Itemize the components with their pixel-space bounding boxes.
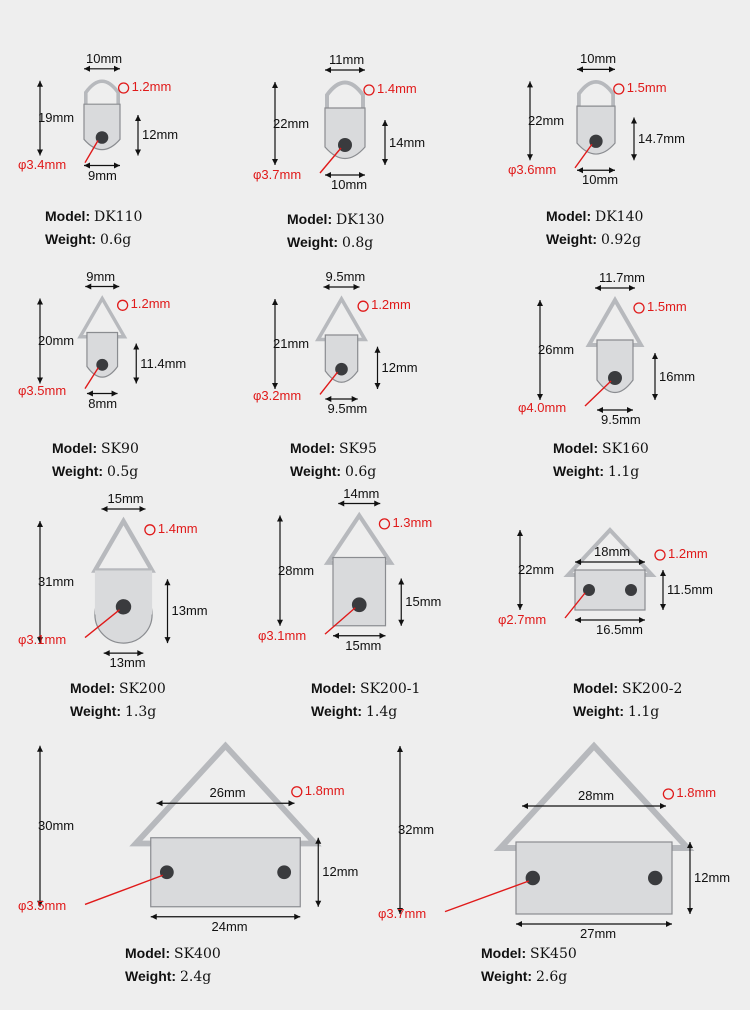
bottom-width-label: 8mm [88,395,118,411]
weight-label: Weight: [553,463,605,479]
hole-diameter-label: φ3.6mm [508,161,557,177]
height-label: 21mm [273,336,310,351]
top-width-label: 10mm [86,50,123,66]
top-width-label: 26mm [209,785,246,801]
bottom-width-label: 15mm [345,637,382,653]
plate-height-label: 15mm [405,594,442,610]
plate-height-label: 12mm [381,359,418,375]
weight-value: 0.6g [99,232,132,248]
weight-value: 1.1g [607,464,640,480]
weight-label: Weight: [546,231,598,247]
bottom-width-label: 9.5mm [327,401,368,416]
plate-height-label: 11.5mm [667,582,713,597]
hole-diameter-label: φ3.1mm [258,628,307,644]
model-value: DK130 [336,212,385,228]
plate-height-label: 12mm [322,864,359,880]
height-label: 31mm [38,574,75,590]
wire-diameter-label: 1.4mm [157,520,198,536]
weight-label: Weight: [573,703,625,719]
hole-diameter-label: φ3.7mm [378,905,427,921]
plate-height-label: 16mm [659,368,696,384]
wire-diameter-label: 1.2mm [130,296,171,312]
weight-value: 2.6g [535,969,568,985]
wire-diameter-label: 1.2mm [371,297,411,313]
hole [526,871,540,885]
height-label: 22mm [528,112,565,128]
plate-height-label: 12mm [142,127,179,143]
weight-label: Weight: [481,968,533,984]
top-width-label: 18mm [594,544,631,559]
bottom-width-label: 9mm [88,167,117,183]
model-value: SK400 [174,946,221,962]
plate-height-arrow [687,842,693,914]
hole-diameter-label: φ4.0mm [518,400,567,415]
model-label: Model: [481,945,527,961]
wire-diameter-label: 1.4mm [377,81,417,96]
hole-diameter-label: φ3.7mm [253,167,302,182]
weight-value: 0.5g [106,464,139,480]
weight-label: Weight: [70,703,122,719]
model-label: Model: [546,208,592,224]
weight-value: 0.6g [344,464,377,480]
wire-diameter-label: 1.5mm [626,80,667,95]
weight-label: Weight: [125,968,177,984]
plate-height-label: 14mm [389,134,426,150]
wire-diameter-label: 1.2mm [131,79,172,94]
model-label: Model: [125,945,171,961]
weight-value: 0.8g [341,235,374,251]
top-width-label: 9mm [86,268,116,284]
hole-diameter-label: φ3.2mm [253,388,302,404]
model-value: DK110 [94,209,143,225]
weight-label: Weight: [45,231,97,247]
model-value: SK200 [119,681,166,697]
weight-label: Weight: [52,463,104,479]
bottom-width-label: 10mm [582,172,619,188]
height-label: 19mm [38,110,75,126]
wire-diameter-label: 1.3mm [392,514,433,530]
hole-diameter-label: φ3.1mm [18,631,67,647]
height-label: 20mm [38,333,75,348]
model-value: SK200-2 [622,681,683,697]
wire-diameter-label: 1.8mm [676,785,717,800]
weight-label: Weight: [287,234,339,250]
plate-height-label: 11.4mm [140,355,187,371]
model-label: Model: [311,680,357,696]
height-label: 22mm [273,115,310,131]
weight-label: Weight: [290,463,342,479]
model-value: SK95 [339,441,377,457]
top-width-label: 14mm [343,485,380,501]
top-width-label: 28mm [578,788,615,803]
height-label: 26mm [538,342,575,357]
wire-marker [663,789,673,799]
plate-height-label: 12mm [694,870,731,885]
weight-value: 1.4g [365,704,398,720]
weight-value: 0.92g [600,232,642,248]
height-label: 28mm [278,562,315,578]
bottom-width-label: 27mm [580,926,617,941]
weight-value: 1.3g [124,704,157,720]
bottom-width-label: 24mm [211,918,248,934]
weight-label: Weight: [311,703,363,719]
model-value: SK90 [101,441,139,457]
hole-diameter-label: φ2.7mm [498,612,547,627]
wire-diameter-label: 1.2mm [668,546,708,561]
height-label: 30mm [38,818,75,834]
bottom-width-label: 13mm [109,655,146,671]
hole [648,871,662,885]
weight-value: 1.1g [627,704,660,720]
hole-diameter-label: φ3.5mm [18,382,67,398]
model-value: SK200-1 [360,681,421,697]
top-width-label: 9.5mm [325,269,366,284]
wire-diameter-label: 1.5mm [647,299,687,314]
spec-block [481,942,577,988]
top-width-label: 15mm [107,491,144,506]
model-value: SK450 [530,946,577,962]
weight-value: 2.4g [179,969,212,985]
height-label: 22mm [518,562,555,577]
hole-diameter-label: φ3.5mm [18,898,67,914]
plate-height-label: 13mm [171,603,208,619]
top-width-label: 10mm [580,51,617,67]
model-label: Model: [553,440,599,456]
top-width-label: 11mm [329,52,365,67]
hole-diameter-label: φ3.4mm [18,156,67,172]
plate-height-label: 14.7mm [638,130,685,146]
top-width-label: 11.7mm [599,270,645,285]
model-value: SK160 [602,441,649,457]
model-label: Model: [287,211,333,227]
bottom-width-label: 9.5mm [601,412,641,427]
height-label: 32mm [398,822,435,837]
model-value: DK140 [595,209,644,225]
model-label: Model: [573,680,619,696]
model-label: Model: [52,440,98,456]
bottom-width-label: 16.5mm [596,622,643,637]
model-label: Model: [45,208,91,224]
model-label: Model: [290,440,336,456]
model-label: Model: [70,680,116,696]
bottom-width-label: 10mm [331,177,368,192]
wire-diameter-label: 1.8mm [304,782,345,798]
